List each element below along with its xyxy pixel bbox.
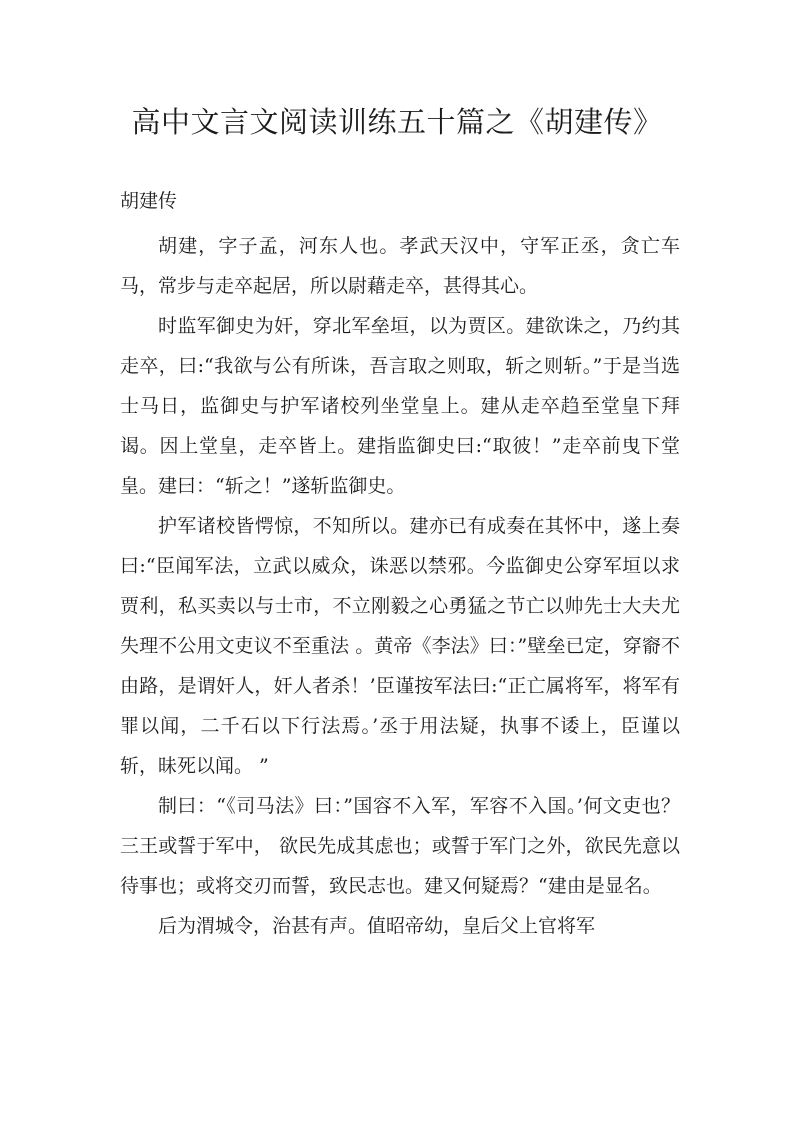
paragraph: 胡建，字子孟，河东人也。孝武天汉中，守军正丞，贪亡车马，常步与走卒起居，所以尉藉走卒，甚得其心。	[120, 235, 680, 297]
paragraph: 制曰：“《司马法》曰：”国容不入军，军容不入国。’何文吏也？三王或誓于军中， 欲民先成其虑也；或誓于军门之外，欲民先意以待事也；或将交刃而誓，致民志也。建又何疑焉？“建由是显名。	[120, 795, 680, 897]
document-title: 高中文言文阅读训练五十篇之《胡建传》	[131, 105, 663, 139]
paragraph: 时监军御史为奸，穿北军垒垣，以为贾区。建欲诛之，乃约其走卒，曰:“我欲与公有所诛，吾言取之则取，斩之则斩。”于是当选士马日，监御史与护军诸校列坐堂皇上。建从走卒趋至堂皇下拜谒。因上堂皇，走卒皆上。建指监御史曰:“取彼！”走卒前曳下堂皇。建曰：“斩之！”遂斩监御史。	[120, 315, 680, 497]
article-heading: 胡建传	[120, 190, 178, 212]
paragraph: 护军诸校皆愕惊，不知所以。建亦已有成奏在其怀中，遂上奏曰:“臣闻军法，立武以威众，诛恶以禁邪。今监御史公穿军垣以求贾利，私买卖以与士市，不立刚毅之心勇猛之节亡以帅先士大夫尤失理不公用文吏议不至重法 。黄帝《李法》曰：”壁垒已定，穿窬不由路，是谓奸人，奸人者杀！’臣谨按军法曰:“正亡属将军，将军有罪以闻，二千石以下行法焉。’丞于用法疑，执事不诿上，臣谨以斩，昧死以闻。 ”	[120, 515, 680, 777]
paragraph: 后为渭城令，治甚有声。值昭帝幼，皇后父上官将军	[158, 915, 596, 937]
article-body	[120, 226, 680, 946]
